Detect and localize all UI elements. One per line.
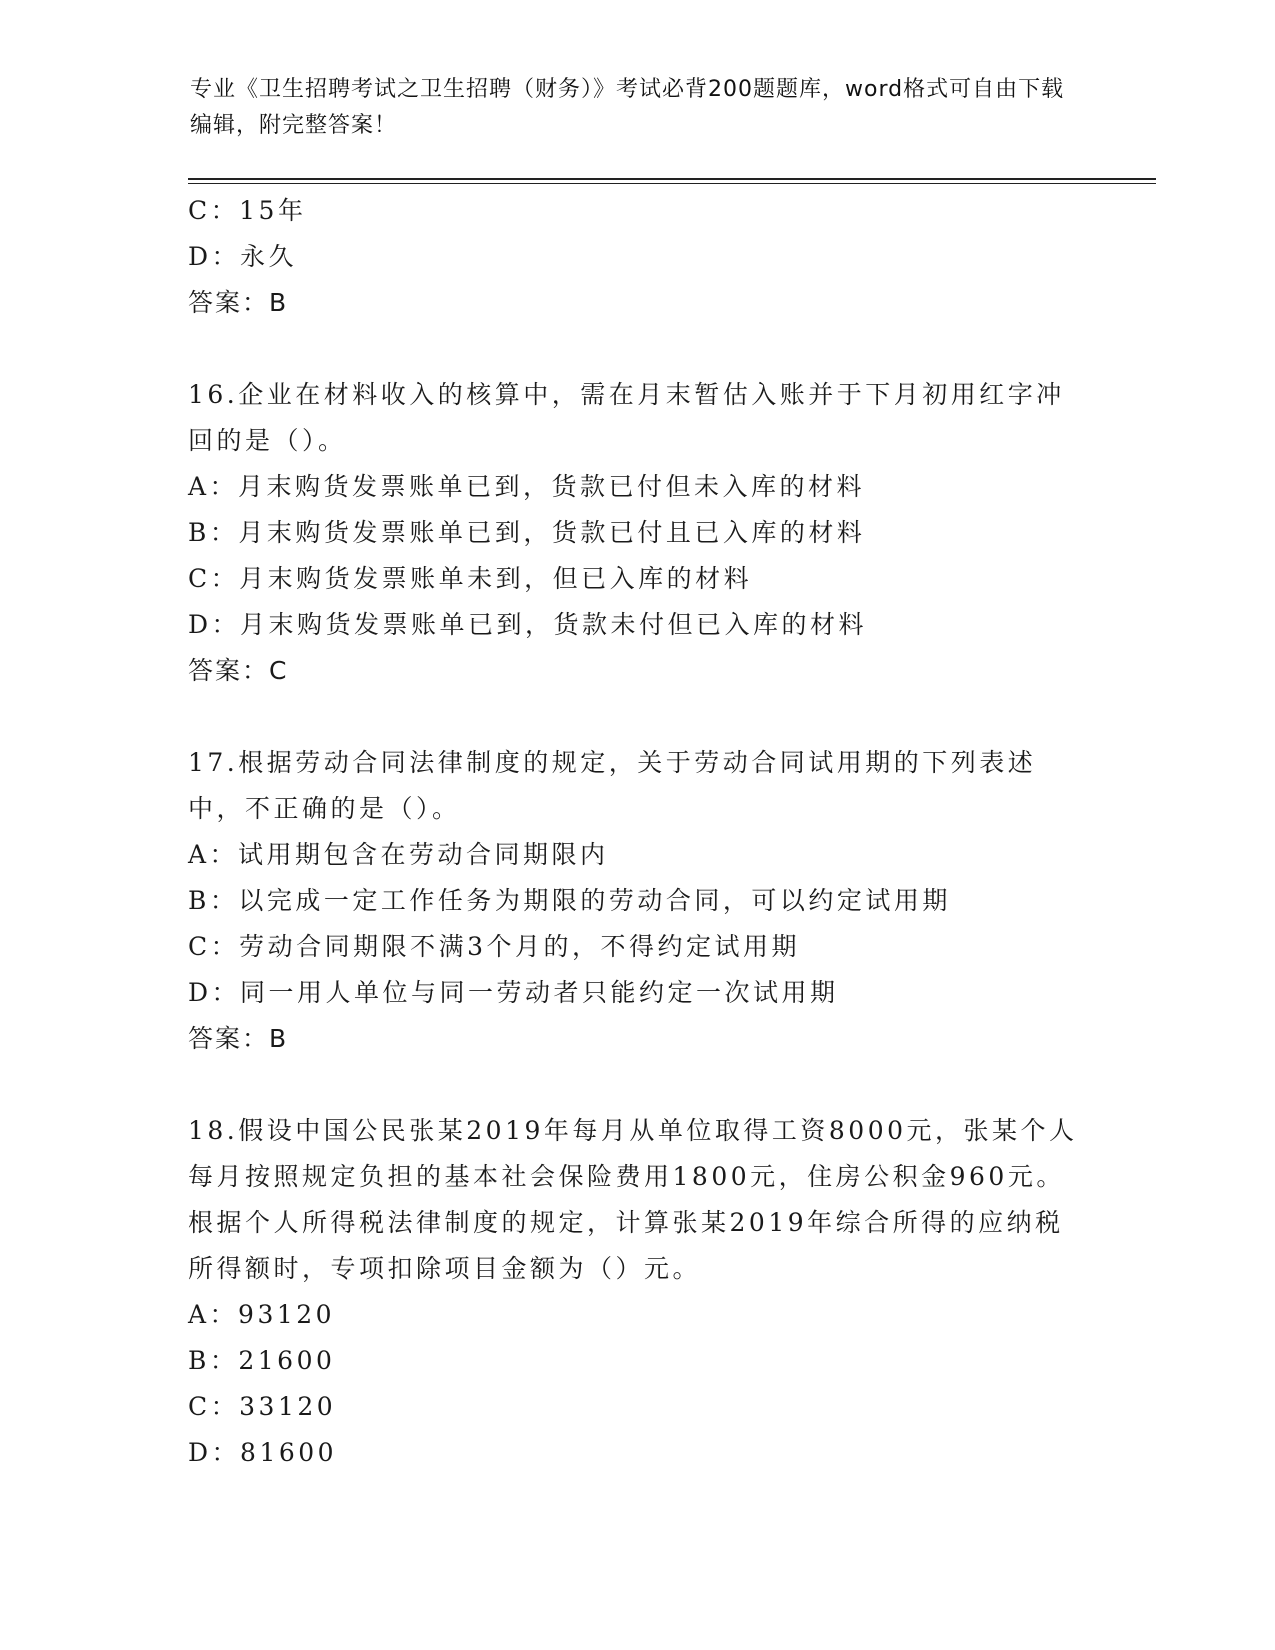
option-a: A：试用期包含在劳动合同期限内 (188, 840, 609, 869)
option-c: C：15年 (188, 196, 307, 225)
option-b: B：以完成一定工作任务为期限的劳动合同，可以约定试用期 (188, 886, 951, 915)
header-rule-thick (188, 178, 1156, 180)
question-stem-16: 16.企业在材料收入的核算中，需在月末暂估入账并于下月初用红字冲回的是（）。 (188, 380, 1065, 455)
option-b: B：21600 (188, 1346, 336, 1375)
option-c: C：月末购货发票账单未到，但已入库的材料 (188, 564, 753, 593)
option-d: D：月末购货发票账单已到，货款未付但已入库的材料 (188, 610, 868, 639)
option-d: D：同一用人单位与同一劳动者只能约定一次试用期 (188, 978, 839, 1007)
answer-line: 答案：B (188, 1024, 289, 1053)
question-content (188, 188, 1088, 1476)
option-b: B：月末购货发票账单已到，货款已付且已入库的材料 (188, 518, 866, 547)
option-d: D：81600 (188, 1438, 338, 1467)
option-c: C：33120 (188, 1392, 337, 1421)
answer-line: 答案：B (188, 288, 289, 317)
option-a: A：月末购货发票账单已到，货款已付但未入库的材料 (188, 472, 866, 501)
document-header: 专业《卫生招聘考试之卫生招聘（财务）》考试必背200题题库，word格式可自由下载编辑，附完整答案！ (190, 77, 1065, 138)
option-d: D：永久 (188, 242, 298, 271)
header-rule-thin (188, 183, 1156, 184)
option-c: C：劳动合同期限不满3个月的，不得约定试用期 (188, 932, 801, 961)
answer-line: 答案：C (188, 656, 289, 685)
option-a: A：93120 (188, 1300, 336, 1329)
question-stem-17: 17.根据劳动合同法律制度的规定，关于劳动合同试用期的下列表述中，不正确的是（）。 (188, 748, 1037, 823)
question-stem-18: 18.假设中国公民张某2019年每月从单位取得工资8000元，张某个人每月按照规定负担的基本社会保险费用1800元，住房公积金960元。根据个人所得税法律制度的规定，计算张某2019年综合所得的应纳税所得额时，专项扣除项目金额为（）元。 (188, 1116, 1078, 1283)
